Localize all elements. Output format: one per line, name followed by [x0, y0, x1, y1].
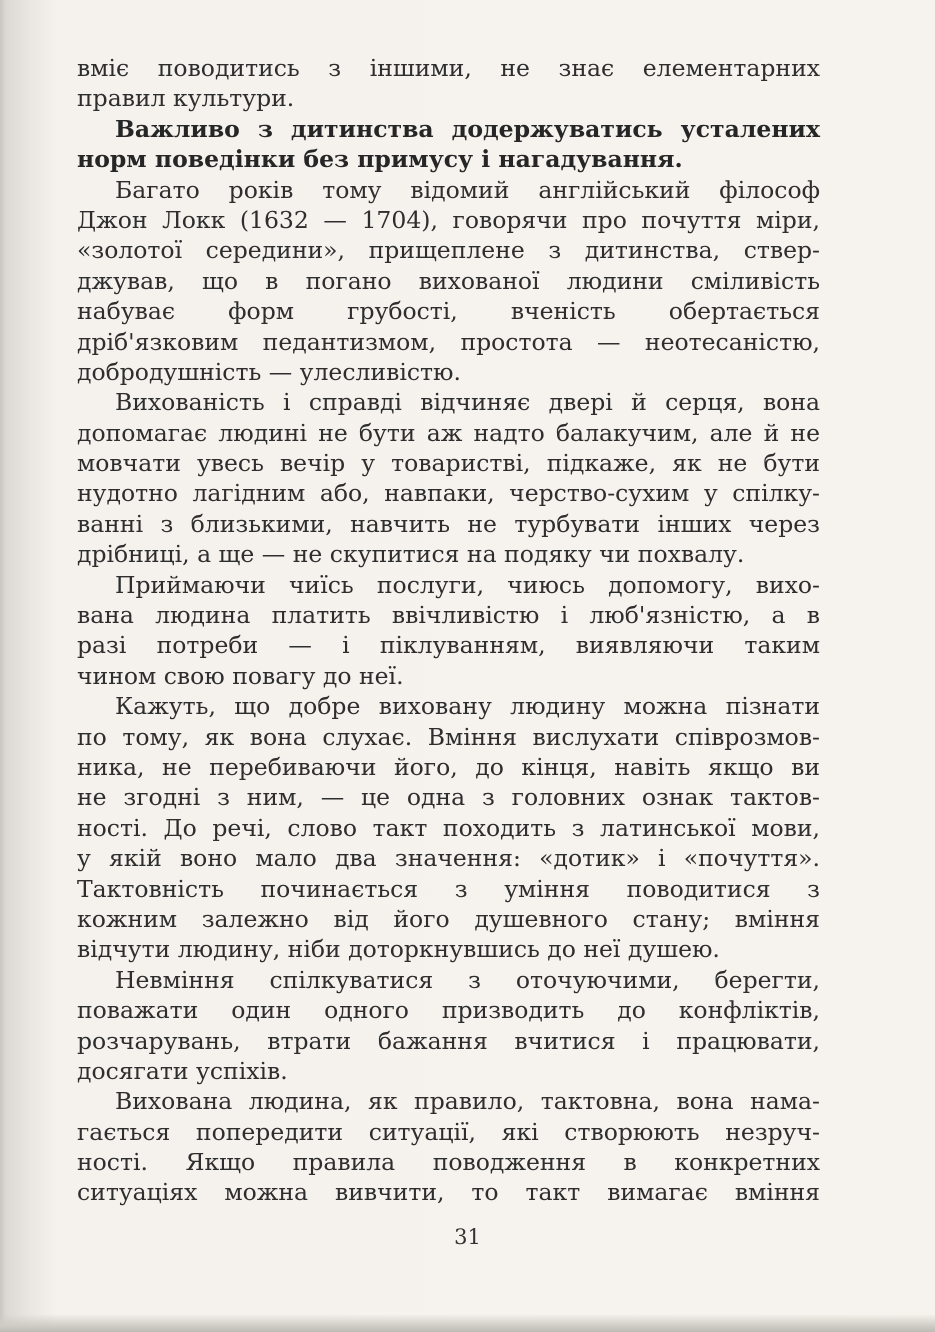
page-number: 31 [454, 1225, 481, 1249]
text-line: Тактовність починається з уміння поводитися з [77, 874, 820, 903]
text-line: вана людина платить ввічливістю і люб'язністю, а в [77, 601, 820, 630]
text-line: допомагає людині не бути аж надто балакучим, але й не [77, 418, 820, 447]
text-line: разі потреби — і піклуванням, виявляючи таким [77, 631, 820, 660]
text-line: поважати один одного призводить до конфліктів, [77, 996, 820, 1025]
text-line: Вихованість і справді відчиняє двері й серця, вона [115, 388, 820, 417]
text-line: Багато років тому відомий англійський філософ [115, 175, 820, 204]
text-line: «золотої середини», прищеплене з дитинства, ствер- [77, 236, 820, 265]
text-line: Приймаючи чиїсь послуги, чиюсь допомогу, вихо- [115, 570, 820, 599]
text-line: відчути людину, ніби доторкнувшись до неї душею. [77, 935, 720, 964]
text-line: Кажуть, що добре виховану людину можна пізнати [115, 692, 820, 721]
text-line: ності. Якщо правила поводження в конкретних [77, 1148, 820, 1177]
text-line: джував, що в погано вихованої людини сміливість [77, 266, 820, 295]
text-line: розчарувань, втрати бажання вчитися і працювати, [77, 1026, 820, 1055]
text-line: гається попередити ситуації, які створюють незруч- [77, 1117, 820, 1146]
text-line: ситуаціях можна вивчити, то такт вимагає вміння [77, 1178, 820, 1207]
body-text [77, 53, 820, 1208]
text-line: по тому, як вона слухає. Вміння вислухати співрозмов- [77, 722, 820, 751]
text-line: чином свою повагу до неї. [77, 661, 404, 690]
text-line: добродушність — улесливістю. [77, 357, 461, 386]
text-line: не згодні з ним, — це одна з головних ознак тактов- [77, 783, 820, 812]
text-line: дрібниці, а ще — не скупитися на подяку чи похвалу. [77, 540, 745, 569]
text-line: кожним залежно від його душевного стану; вміння [77, 904, 820, 933]
text-line: правил культури. [77, 84, 295, 113]
text-line: Вихована людина, як правило, тактовна, вона нама- [115, 1087, 820, 1116]
text-line: ника, не перебиваючи його, до кінця, навіть якщо ви [77, 752, 820, 781]
text-line: вміє поводитись з іншими, не знає елементарних [77, 54, 820, 82]
bold-text-line: норм поведінки без примусу і нагадування. [77, 145, 683, 174]
text-line: Джон Локк (1632 — 1704), говорячи про почуття міри, [77, 205, 820, 234]
text-line: дріб'язковим педантизмом, простота — неотесаністю, [77, 327, 820, 356]
page-spine-shadow [0, 0, 58, 1332]
page-bottom-edge [0, 1314, 935, 1332]
text-line: набуває форм грубості, вченість обертається [77, 297, 820, 326]
text-line: у якій воно мало два значення: «дотик» і «почуття». [77, 844, 820, 873]
text-line: Невміння спілкуватися з оточуючими, берегти, [115, 965, 820, 994]
bold-text-line: Важливо з дитинства додержуватись усталених [115, 114, 820, 143]
text-line: нудотно лагідним або, навпаки, черство-сухим у спілку- [77, 479, 820, 508]
text-line: досягати успіхів. [77, 1056, 288, 1085]
text-line: ності. До речі, слово такт походить з латинської мови, [77, 813, 820, 842]
text-line: мовчати увесь вечір у товаристві, підкаже, як не бути [77, 449, 820, 478]
text-line: ванні з близькими, навчить не турбувати інших через [77, 509, 820, 538]
